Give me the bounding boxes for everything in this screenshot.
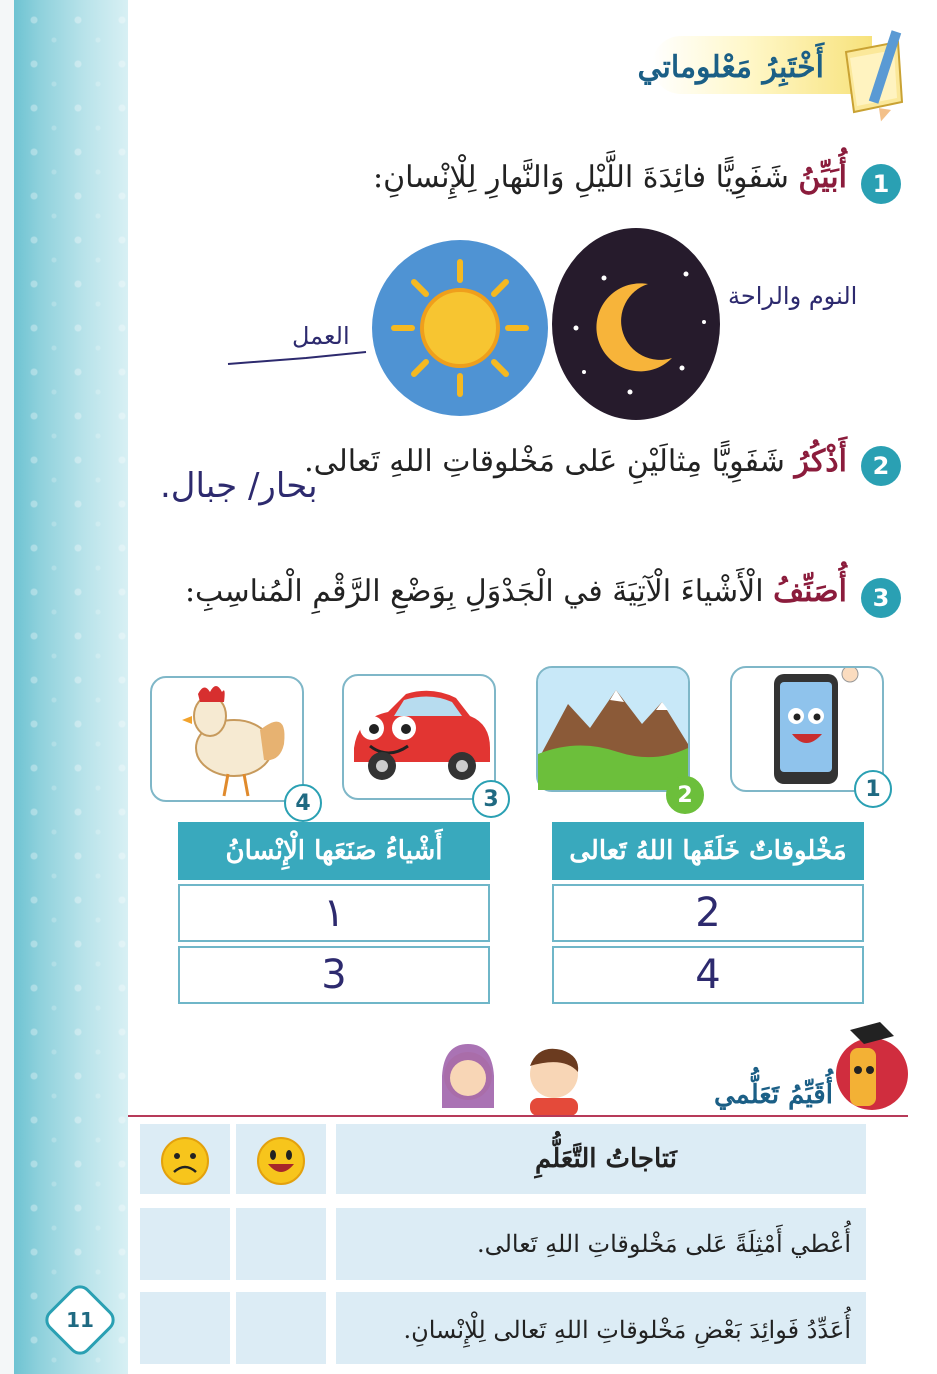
question-2-number: 2 <box>861 446 901 486</box>
table-made-cell-2[interactable]: 3 <box>178 946 490 1004</box>
card-car <box>342 674 499 812</box>
outcome-row-2-text: أُعَدِّدُ فَوائِدَ بَعْضِ مَخْلوقاتِ اللهِ تَعالى لِلْإِنْسانِ. <box>403 1316 851 1344</box>
question-1-verb: أُبَيِّنُ <box>798 160 847 195</box>
card-3-number: 3 <box>472 780 510 818</box>
mountain-icon <box>538 668 688 790</box>
question-2-answer: بحار/ جبال. <box>160 466 318 506</box>
children-icon <box>430 1026 590 1116</box>
question-1-number: 1 <box>861 164 901 204</box>
question-1-prompt: شَفَوِيًّا فائِدَةَ اللَّيْلِ وَالنَّهارِ لِلْإِنْسانِ: <box>373 160 799 195</box>
evaluation-title: أُقَيِّمُ تَعَلُّمي <box>714 1080 833 1110</box>
page-number: 11 <box>66 1308 94 1332</box>
table-created-header: مَخْلوقاتٌ خَلَقَها اللهُ تَعالى <box>552 822 864 880</box>
outcome-row-1-happy[interactable] <box>236 1208 326 1280</box>
moon-icon <box>552 226 722 422</box>
answer-night: النوم والراحة <box>728 282 858 310</box>
rooster-icon <box>152 678 302 802</box>
section-banner <box>637 22 914 102</box>
question-3-text <box>185 574 847 609</box>
outcome-row-2-happy[interactable] <box>236 1292 326 1364</box>
banner-title: أَخْتَبِرُ مَعْلوماتي <box>637 50 824 85</box>
table-created-cell-1[interactable]: 2 <box>552 884 864 942</box>
table-made-cell-1[interactable]: ١ <box>178 884 490 942</box>
card-phone <box>730 666 884 802</box>
phone-icon <box>732 668 882 790</box>
question-1-text <box>373 160 847 195</box>
side-pattern <box>14 0 128 1374</box>
card-4-number: 4 <box>284 784 322 822</box>
card-1-number: 1 <box>854 770 892 808</box>
question-2-prompt: شَفَوِيًّا مِثالَيْنِ عَلى مَخْلوقاتِ اللهِ تَعالى. <box>304 444 795 479</box>
outcome-row-1-text: أُعْطي أَمْثِلَةً عَلى مَخْلوقاتِ اللهِ تَعالى. <box>476 1230 851 1258</box>
question-3-number: 3 <box>861 578 901 618</box>
outcomes-header: نَتاجاتُ التَّعَلُّمِ <box>535 1144 677 1174</box>
table-created-cell-2[interactable]: 4 <box>552 946 864 1004</box>
happy-face-icon <box>256 1136 306 1186</box>
evaluation-divider <box>128 1115 908 1117</box>
answer-day-line <box>226 340 376 370</box>
answer-day: العمل <box>292 322 350 350</box>
table-made-header: أَشْياءُ صَنَعَها الْإِنْسانُ <box>178 822 490 880</box>
question-2-verb: أَذْكُرُ <box>794 444 847 479</box>
card-rooster <box>150 676 311 816</box>
question-2-text <box>304 444 847 479</box>
table-created-by-god <box>552 822 864 1004</box>
card-mountain <box>536 666 693 808</box>
sun-icon <box>370 236 550 420</box>
question-3-prompt: الْأَشْياءَ الْآتِيَةَ في الْجَدْوَلِ بِوَضْعِ الرَّقْمِ الْمُناسِبِ: <box>184 574 774 609</box>
sad-face-icon <box>160 1136 210 1186</box>
outcome-row-2-sad[interactable] <box>140 1292 230 1364</box>
table-made-by-man <box>178 822 490 1004</box>
card-2-number: 2 <box>666 776 704 814</box>
paper-pencil-icon <box>840 22 914 126</box>
car-icon <box>344 676 494 798</box>
pencil-mascot-icon <box>820 1020 910 1116</box>
outcome-row-1-sad[interactable] <box>140 1208 230 1280</box>
question-3-verb: أُصَنِّفُ <box>773 574 847 609</box>
